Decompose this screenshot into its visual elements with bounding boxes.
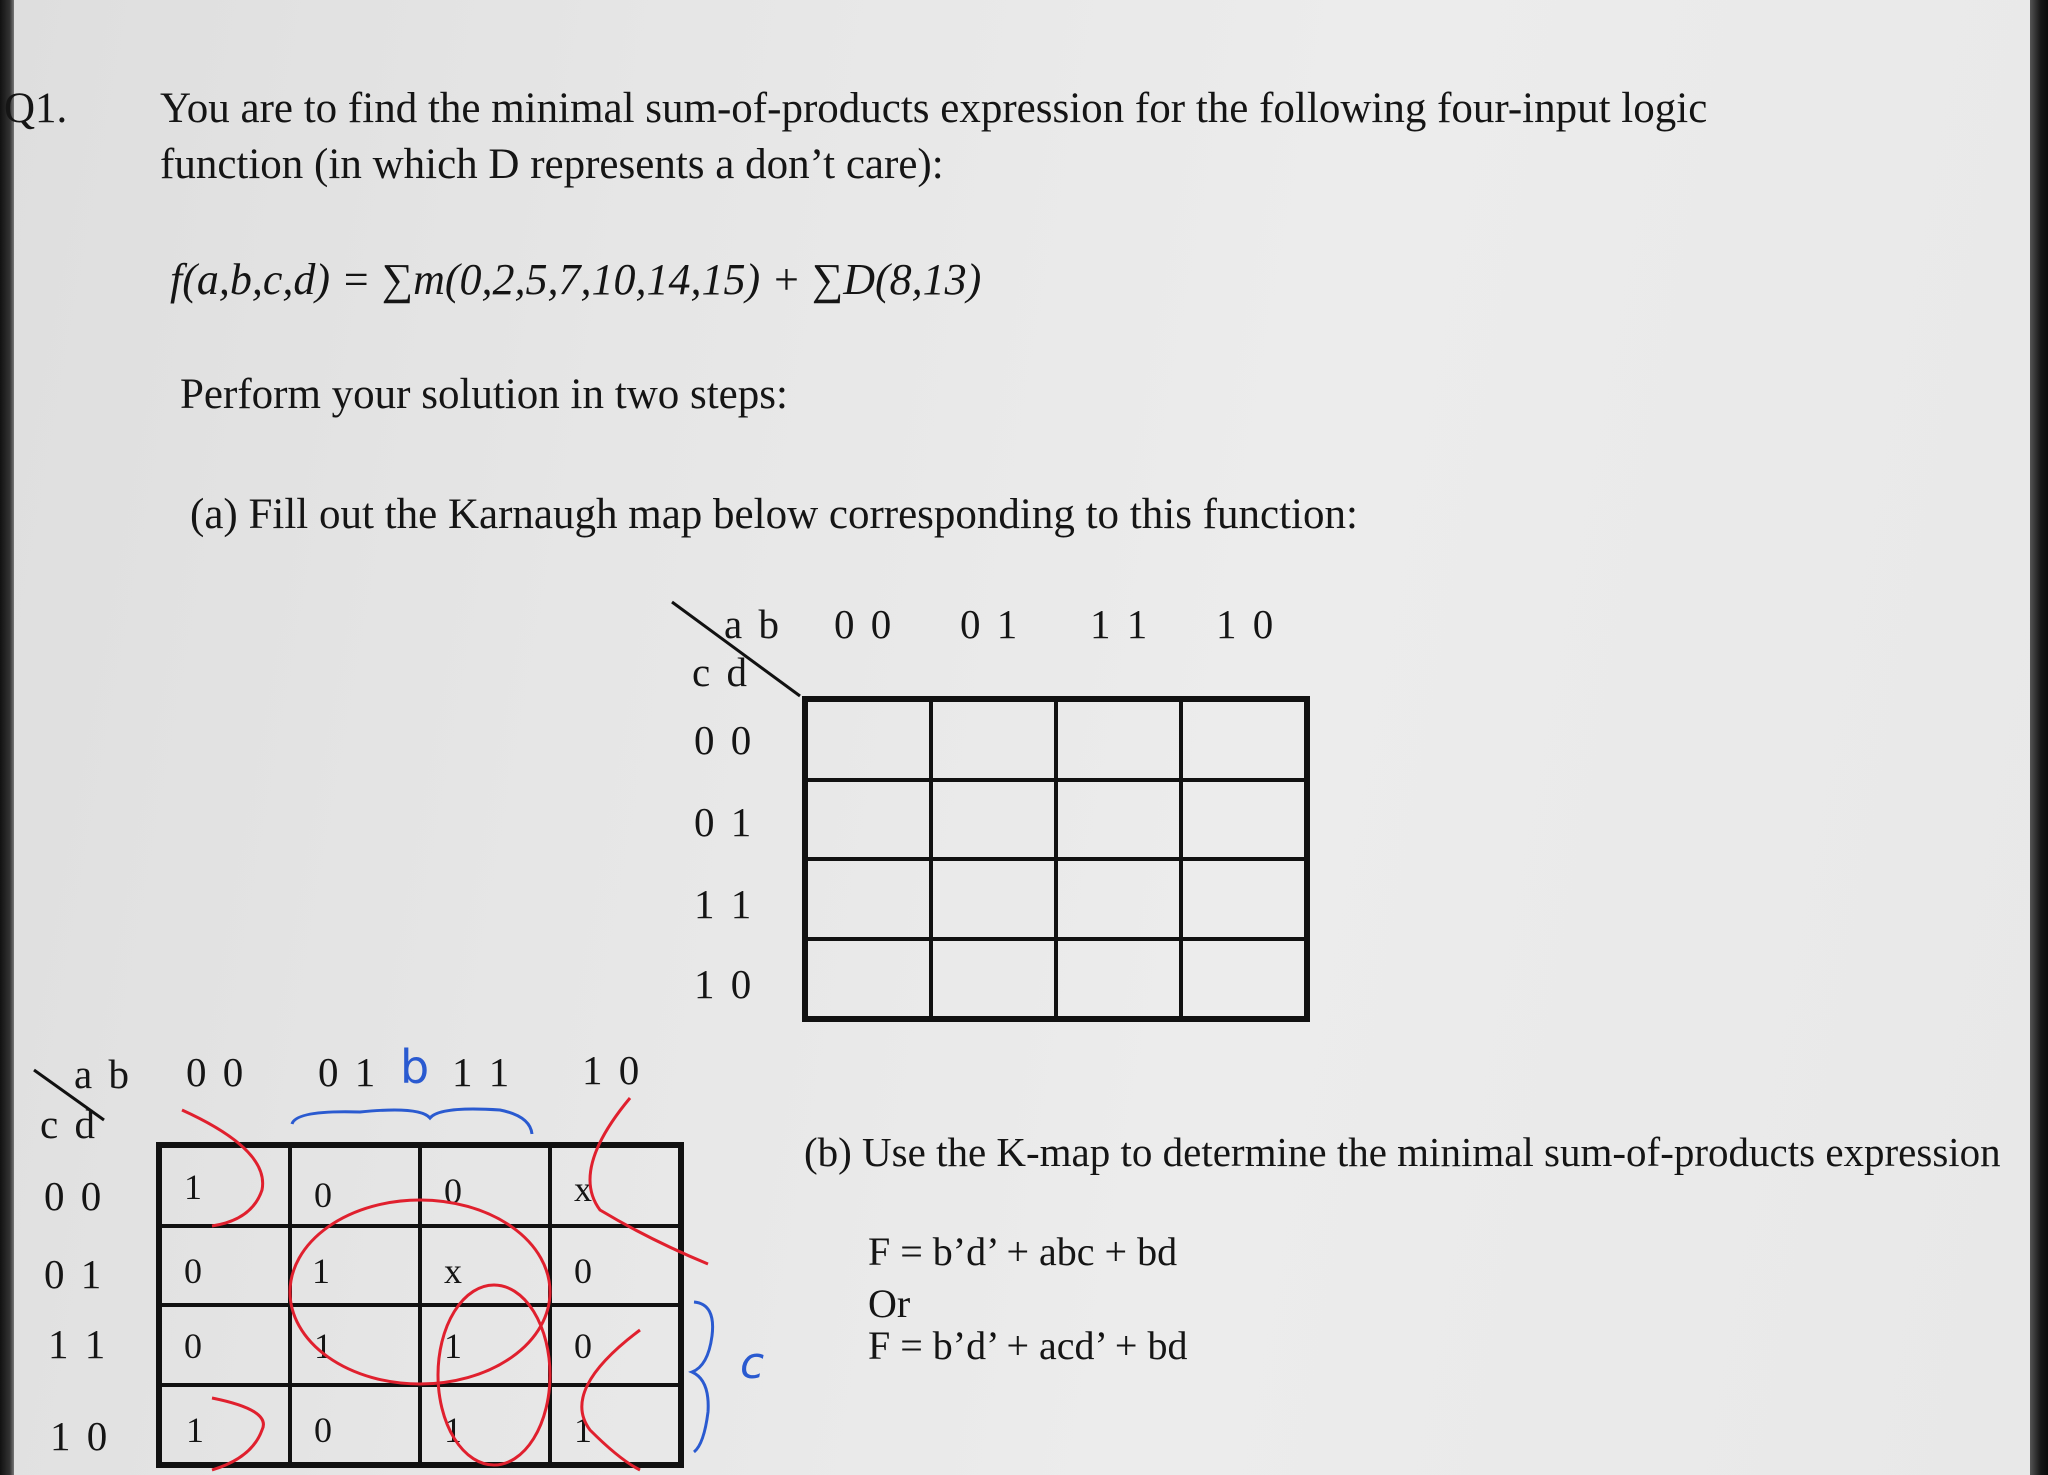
filled-kmap-row-var: c d: [40, 1101, 98, 1147]
handwritten-c-label: c: [740, 1338, 765, 1389]
cell-value: 0: [444, 1171, 462, 1211]
filled-kmap-row-header: 1 1: [48, 1321, 109, 1367]
filled-kmap-row-header: 0 0: [44, 1173, 105, 1219]
filled-kmap-col-header: 1 0: [582, 1047, 643, 1093]
filled-kmap-col-header: 1 1: [452, 1049, 513, 1095]
function-formula: f(a,b,c,d) = ∑m(0,2,5,7,10,14,15) + ∑D(8,13): [170, 255, 982, 304]
cell-value: 1: [574, 1409, 592, 1450]
red-group-circle: [438, 1285, 550, 1465]
answer-line-2: F = b’d’ + acd’ + bd: [868, 1323, 1188, 1368]
red-group-bracket: [590, 1098, 708, 1264]
part-b-text: (b) Use the K-map to determine the minimal sum-of-products expression: [804, 1129, 2001, 1175]
instruction-text: Perform your solution in two steps:: [180, 371, 788, 418]
filled-kmap-diagonal: [34, 1070, 104, 1120]
cell-value: 0: [314, 1175, 332, 1215]
blue-brace-c: [692, 1302, 713, 1452]
question-line-2: function (in which D represents a don’t care):: [160, 141, 944, 188]
handwritten-b-label: b: [400, 1040, 430, 1094]
filled-kmap-row-header: 1 0: [50, 1413, 111, 1459]
blue-brace-b: [292, 1109, 532, 1134]
filled-kmap-row-header: 0 1: [44, 1251, 105, 1297]
part-a-text: (a) Fill out the Karnaugh map below corresponding to this function:: [190, 491, 1358, 538]
question-number: Q1.: [4, 85, 68, 132]
blank-kmap-diagonal: [672, 602, 800, 696]
cell-value: 1: [314, 1326, 332, 1366]
blank-kmap-row-header: 0 0: [694, 717, 755, 763]
blank-kmap-col-header: 1 0: [1216, 601, 1277, 647]
cell-value: 1: [444, 1409, 462, 1450]
cell-value: 0: [574, 1250, 592, 1291]
cell-value: 1: [444, 1326, 462, 1366]
red-group-bracket: [582, 1330, 640, 1470]
blank-kmap-col-var: a b: [724, 601, 782, 647]
blank-kmap-col-header: 1 1: [1090, 601, 1151, 647]
cell-value: 1: [186, 1409, 204, 1450]
blank-kmap-col-header: 0 0: [834, 601, 895, 647]
question-line-1: You are to find the minimal sum-of-products expression for the following four-input logic: [160, 85, 1708, 132]
blank-kmap-row-header: 1 0: [694, 961, 755, 1007]
red-group-bracket: [212, 1398, 263, 1470]
filled-kmap-col-var: a b: [74, 1051, 132, 1097]
blank-kmap-row-header: 1 1: [694, 881, 755, 927]
cell-value: 0: [574, 1326, 592, 1366]
cell-value: 0: [314, 1409, 332, 1450]
answer-or: Or: [868, 1281, 911, 1326]
cell-value: x: [574, 1169, 592, 1209]
cell-value: 1: [312, 1250, 330, 1291]
answer-line-1: F = b’d’ + abc + bd: [868, 1229, 1178, 1274]
cell-value: x: [444, 1250, 462, 1291]
blank-kmap-row-header: 0 1: [694, 799, 755, 845]
cell-value: 0: [184, 1250, 202, 1291]
cell-value: 1: [184, 1167, 202, 1207]
red-group-circle: [290, 1200, 550, 1384]
filled-kmap-col-header: 0 1: [318, 1049, 379, 1095]
blank-kmap-row-var: c d: [692, 649, 750, 695]
red-group-bracket: [182, 1110, 263, 1226]
filled-kmap-col-header: 0 0: [186, 1049, 247, 1095]
blank-kmap-col-header: 0 1: [960, 601, 1021, 647]
cell-value: 0: [184, 1326, 202, 1366]
